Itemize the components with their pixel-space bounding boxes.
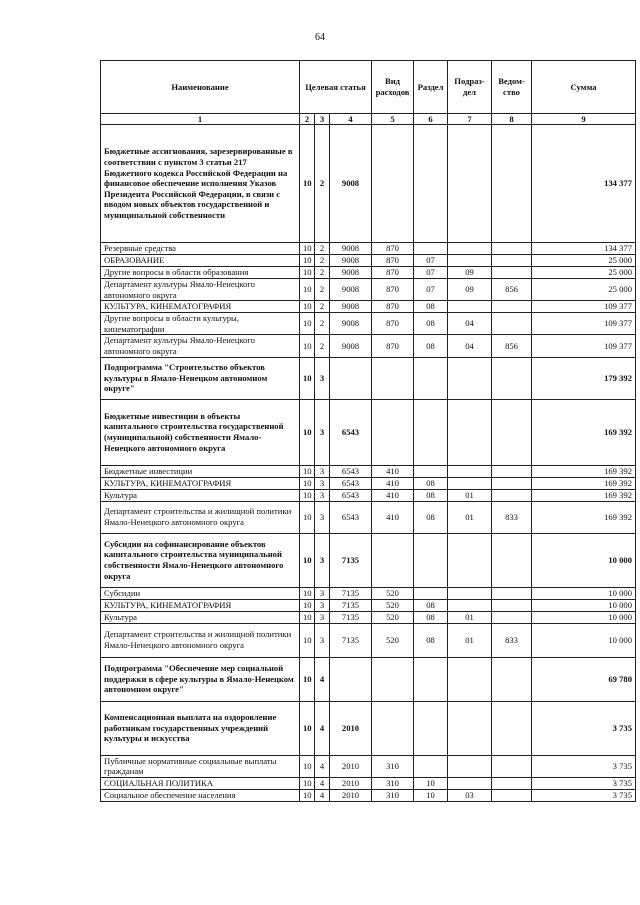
row-name: Субсидии на софинансирование объектов капитального строительства муниципальной собственности Ямало-Ненецкого автономного округа <box>101 533 300 587</box>
target-code-2: 4 <box>315 789 330 801</box>
department-code <box>492 611 532 623</box>
target-code-2: 4 <box>315 657 330 701</box>
target-code-3: 9008 <box>330 301 372 313</box>
target-code-1: 10 <box>300 125 315 243</box>
row-name: Компенсационная выплата на оздоровление работникам государственных учреждений культуры и искусства <box>101 701 300 755</box>
target-code-3: 9008 <box>330 243 372 255</box>
table-row <box>101 301 636 313</box>
section <box>414 533 448 587</box>
table-row <box>101 335 636 357</box>
department-code <box>492 301 532 313</box>
table-row <box>101 611 636 623</box>
table-row <box>101 489 636 501</box>
department-code: 833 <box>492 623 532 657</box>
column-number: 2 <box>300 114 315 125</box>
expense-type: 870 <box>372 313 414 335</box>
amount: 10 000 <box>532 587 636 599</box>
target-code-2: 3 <box>315 623 330 657</box>
department-code <box>492 357 532 399</box>
target-code-2: 2 <box>315 313 330 335</box>
table-row <box>101 501 636 533</box>
header-razdel: Раздел <box>414 61 448 114</box>
subsection <box>448 399 492 465</box>
amount: 69 780 <box>532 657 636 701</box>
subsection <box>448 465 492 477</box>
target-code-1: 10 <box>300 533 315 587</box>
table-body <box>101 125 636 802</box>
header-podrazdel: Подраз-дел <box>448 61 492 114</box>
target-code-1: 10 <box>300 313 315 335</box>
subsection <box>448 533 492 587</box>
department-code <box>492 477 532 489</box>
target-code-3: 6543 <box>330 477 372 489</box>
table-row <box>101 477 636 489</box>
expense-type: 310 <box>372 789 414 801</box>
amount: 3 735 <box>532 755 636 777</box>
target-code-1: 10 <box>300 789 315 801</box>
department-code: 833 <box>492 501 532 533</box>
target-code-3 <box>330 357 372 399</box>
amount: 109 377 <box>532 301 636 313</box>
header-row <box>101 61 636 114</box>
section: 10 <box>414 777 448 789</box>
expense-type: 870 <box>372 335 414 357</box>
row-name: Подпрограмма "Обеспечение мер социальной поддержки в сфере культуры в Ямало-Ненецком автономном округе" <box>101 657 300 701</box>
amount: 25 000 <box>532 279 636 301</box>
section <box>414 701 448 755</box>
row-name: Подпрограмма "Строительство объектов культуры в Ямало-Ненецком автономном округе" <box>101 357 300 399</box>
subsection: 01 <box>448 501 492 533</box>
target-code-1: 10 <box>300 701 315 755</box>
expense-type <box>372 657 414 701</box>
header-target: Целевая статья <box>300 61 372 114</box>
target-code-1: 10 <box>300 611 315 623</box>
subsection: 01 <box>448 611 492 623</box>
section: 08 <box>414 611 448 623</box>
row-name: Департамент строительства и жилищной политики Ямало-Ненецкого автономного округа <box>101 501 300 533</box>
target-code-3: 7135 <box>330 533 372 587</box>
table-row <box>101 755 636 777</box>
column-number-row <box>101 114 636 125</box>
table-row <box>101 399 636 465</box>
table-row <box>101 657 636 701</box>
target-code-2: 3 <box>315 533 330 587</box>
expense-type <box>372 357 414 399</box>
amount: 179 392 <box>532 357 636 399</box>
target-code-1: 10 <box>300 267 315 279</box>
department-code <box>492 701 532 755</box>
department-code <box>492 599 532 611</box>
subsection <box>448 599 492 611</box>
amount: 25 000 <box>532 255 636 267</box>
department-code <box>492 777 532 789</box>
target-code-1: 10 <box>300 599 315 611</box>
target-code-1: 10 <box>300 777 315 789</box>
target-code-3: 6543 <box>330 465 372 477</box>
row-name: КУЛЬТУРА, КИНЕМАТОГРАФИЯ <box>101 599 300 611</box>
target-code-3 <box>330 657 372 701</box>
column-number: 1 <box>101 114 300 125</box>
row-name: Департамент культуры Ямало-Ненецкого автономного округа <box>101 279 300 301</box>
row-name: Департамент строительства и жилищной политики Ямало-Ненецкого автономного округа <box>101 623 300 657</box>
target-code-2: 2 <box>315 243 330 255</box>
target-code-1: 10 <box>300 335 315 357</box>
subsection <box>448 301 492 313</box>
expense-type: 520 <box>372 623 414 657</box>
table-row <box>101 701 636 755</box>
target-code-2: 2 <box>315 125 330 243</box>
target-code-3: 2010 <box>330 755 372 777</box>
header-name: Наименование <box>101 61 300 114</box>
department-code <box>492 465 532 477</box>
section <box>414 587 448 599</box>
row-name: Департамент культуры Ямало-Ненецкого автономного округа <box>101 335 300 357</box>
department-code <box>492 587 532 599</box>
expense-type <box>372 399 414 465</box>
header-summa: Сумма <box>532 61 636 114</box>
target-code-3: 9008 <box>330 335 372 357</box>
target-code-1: 10 <box>300 623 315 657</box>
section <box>414 657 448 701</box>
table-row <box>101 279 636 301</box>
subsection <box>448 357 492 399</box>
target-code-2: 3 <box>315 399 330 465</box>
target-code-3: 7135 <box>330 599 372 611</box>
expense-type: 410 <box>372 501 414 533</box>
department-code <box>492 533 532 587</box>
target-code-3: 9008 <box>330 313 372 335</box>
target-code-2: 3 <box>315 501 330 533</box>
target-code-3: 6543 <box>330 489 372 501</box>
subsection: 01 <box>448 623 492 657</box>
section <box>414 399 448 465</box>
department-code: 856 <box>492 279 532 301</box>
expense-type: 520 <box>372 587 414 599</box>
section: 08 <box>414 599 448 611</box>
target-code-1: 10 <box>300 587 315 599</box>
department-code <box>492 125 532 243</box>
amount: 169 392 <box>532 465 636 477</box>
column-number: 3 <box>315 114 330 125</box>
target-code-2: 3 <box>315 477 330 489</box>
target-code-2: 3 <box>315 611 330 623</box>
expense-type: 870 <box>372 243 414 255</box>
expense-type: 410 <box>372 489 414 501</box>
department-code <box>492 657 532 701</box>
subsection <box>448 777 492 789</box>
amount: 134 377 <box>532 243 636 255</box>
subsection <box>448 255 492 267</box>
target-code-2: 3 <box>315 489 330 501</box>
subsection <box>448 657 492 701</box>
target-code-3: 9008 <box>330 279 372 301</box>
table-row <box>101 777 636 789</box>
amount: 169 392 <box>532 501 636 533</box>
table-row <box>101 357 636 399</box>
row-name: Культура <box>101 489 300 501</box>
target-code-2: 2 <box>315 279 330 301</box>
department-code <box>492 399 532 465</box>
target-code-1: 10 <box>300 399 315 465</box>
target-code-3: 9008 <box>330 255 372 267</box>
target-code-1: 10 <box>300 255 315 267</box>
table-row <box>101 125 636 243</box>
section: 08 <box>414 335 448 357</box>
target-code-3: 6543 <box>330 501 372 533</box>
department-code <box>492 243 532 255</box>
target-code-2: 2 <box>315 255 330 267</box>
subsection: 01 <box>448 489 492 501</box>
department-code <box>492 267 532 279</box>
table-row <box>101 313 636 335</box>
target-code-2: 2 <box>315 267 330 279</box>
table-row <box>101 789 636 801</box>
target-code-1: 10 <box>300 243 315 255</box>
target-code-2: 2 <box>315 335 330 357</box>
row-name: КУЛЬТУРА, КИНЕМАТОГРАФИЯ <box>101 477 300 489</box>
row-name: Другие вопросы в области культуры, кинематографии <box>101 313 300 335</box>
table-row <box>101 465 636 477</box>
expense-type: 870 <box>372 301 414 313</box>
section: 08 <box>414 489 448 501</box>
subsection: 09 <box>448 279 492 301</box>
row-name: Бюджетные ассигнования, зарезервированные в соответствии с пунктом 3 статьи 217 Бюджетного кодекса Российской Федерации на финансовое обеспечение исполнения Указов Президента Российской Федерации, в связи с вводом новых объектов государственной и муниципальной собственности <box>101 125 300 243</box>
amount: 169 392 <box>532 477 636 489</box>
department-code <box>492 755 532 777</box>
row-name: СОЦИАЛЬНАЯ ПОЛИТИКА <box>101 777 300 789</box>
table-row <box>101 267 636 279</box>
amount: 169 392 <box>532 399 636 465</box>
target-code-3: 2010 <box>330 777 372 789</box>
amount: 134 377 <box>532 125 636 243</box>
expense-type: 520 <box>372 599 414 611</box>
page-number: 64 <box>315 32 325 43</box>
row-name: Субсидии <box>101 587 300 599</box>
subsection <box>448 701 492 755</box>
amount: 25 000 <box>532 267 636 279</box>
section: 08 <box>414 501 448 533</box>
row-name: ОБРАЗОВАНИЕ <box>101 255 300 267</box>
subsection <box>448 755 492 777</box>
target-code-3: 7135 <box>330 611 372 623</box>
amount: 3 735 <box>532 789 636 801</box>
row-name: Другие вопросы в области образования <box>101 267 300 279</box>
column-number: 5 <box>372 114 414 125</box>
expense-type: 310 <box>372 755 414 777</box>
expense-type: 870 <box>372 279 414 301</box>
target-code-3: 7135 <box>330 623 372 657</box>
expense-type: 410 <box>372 465 414 477</box>
target-code-1: 10 <box>300 755 315 777</box>
expense-type: 520 <box>372 611 414 623</box>
target-code-1: 10 <box>300 489 315 501</box>
section <box>414 755 448 777</box>
section: 07 <box>414 255 448 267</box>
department-code: 856 <box>492 335 532 357</box>
target-code-3: 6543 <box>330 399 372 465</box>
amount: 109 377 <box>532 313 636 335</box>
expense-type <box>372 125 414 243</box>
target-code-1: 10 <box>300 477 315 489</box>
subsection: 03 <box>448 789 492 801</box>
target-code-3: 9008 <box>330 125 372 243</box>
table-row <box>101 587 636 599</box>
target-code-2: 3 <box>315 357 330 399</box>
subsection <box>448 243 492 255</box>
amount: 3 735 <box>532 777 636 789</box>
column-number: 4 <box>330 114 372 125</box>
target-code-1: 10 <box>300 279 315 301</box>
section: 08 <box>414 623 448 657</box>
row-name: КУЛЬТУРА, КИНЕМАТОГРАФИЯ <box>101 301 300 313</box>
target-code-1: 10 <box>300 657 315 701</box>
header-vid: Вид расходов <box>372 61 414 114</box>
department-code <box>492 255 532 267</box>
target-code-2: 4 <box>315 755 330 777</box>
subsection <box>448 587 492 599</box>
subsection <box>448 477 492 489</box>
subsection: 04 <box>448 313 492 335</box>
row-name: Бюджетные инвестиции <box>101 465 300 477</box>
department-code <box>492 789 532 801</box>
table-row <box>101 533 636 587</box>
section <box>414 125 448 243</box>
subsection <box>448 125 492 243</box>
section: 07 <box>414 279 448 301</box>
target-code-1: 10 <box>300 465 315 477</box>
target-code-2: 3 <box>315 599 330 611</box>
amount: 169 392 <box>532 489 636 501</box>
table-row <box>101 599 636 611</box>
target-code-2: 4 <box>315 701 330 755</box>
expense-type <box>372 533 414 587</box>
target-code-2: 3 <box>315 587 330 599</box>
section <box>414 357 448 399</box>
target-code-1: 10 <box>300 301 315 313</box>
expense-type: 310 <box>372 777 414 789</box>
expense-type: 410 <box>372 477 414 489</box>
table-row <box>101 255 636 267</box>
section: 08 <box>414 477 448 489</box>
section <box>414 243 448 255</box>
amount: 10 000 <box>532 623 636 657</box>
amount: 10 000 <box>532 533 636 587</box>
row-name: Бюджетные инвестиции в объекты капитального строительства государственной (муниципальной) собственности Ямало-Ненецкого автономного округа <box>101 399 300 465</box>
header-vedomstvo: Ведом-ство <box>492 61 532 114</box>
target-code-1: 10 <box>300 501 315 533</box>
target-code-2: 2 <box>315 301 330 313</box>
row-name: Публичные нормативные социальные выплаты гражданам <box>101 755 300 777</box>
amount: 10 000 <box>532 611 636 623</box>
department-code <box>492 313 532 335</box>
column-number: 9 <box>532 114 636 125</box>
section: 08 <box>414 313 448 335</box>
target-code-1: 10 <box>300 357 315 399</box>
target-code-3: 2010 <box>330 789 372 801</box>
section: 10 <box>414 789 448 801</box>
budget-table <box>100 60 636 802</box>
section: 07 <box>414 267 448 279</box>
department-code <box>492 489 532 501</box>
amount: 10 000 <box>532 599 636 611</box>
expense-type: 870 <box>372 267 414 279</box>
amount: 109 377 <box>532 335 636 357</box>
column-number: 8 <box>492 114 532 125</box>
expense-type <box>372 701 414 755</box>
target-code-3: 7135 <box>330 587 372 599</box>
column-number: 6 <box>414 114 448 125</box>
expense-type: 870 <box>372 255 414 267</box>
target-code-2: 4 <box>315 777 330 789</box>
section <box>414 465 448 477</box>
target-code-3: 2010 <box>330 701 372 755</box>
subsection: 04 <box>448 335 492 357</box>
target-code-3: 9008 <box>330 267 372 279</box>
table-row <box>101 623 636 657</box>
target-code-2: 3 <box>315 465 330 477</box>
subsection: 09 <box>448 267 492 279</box>
table-row <box>101 243 636 255</box>
row-name: Резервные средства <box>101 243 300 255</box>
column-number: 7 <box>448 114 492 125</box>
row-name: Социальное обеспечение населения <box>101 789 300 801</box>
amount: 3 735 <box>532 701 636 755</box>
row-name: Культура <box>101 611 300 623</box>
section: 08 <box>414 301 448 313</box>
